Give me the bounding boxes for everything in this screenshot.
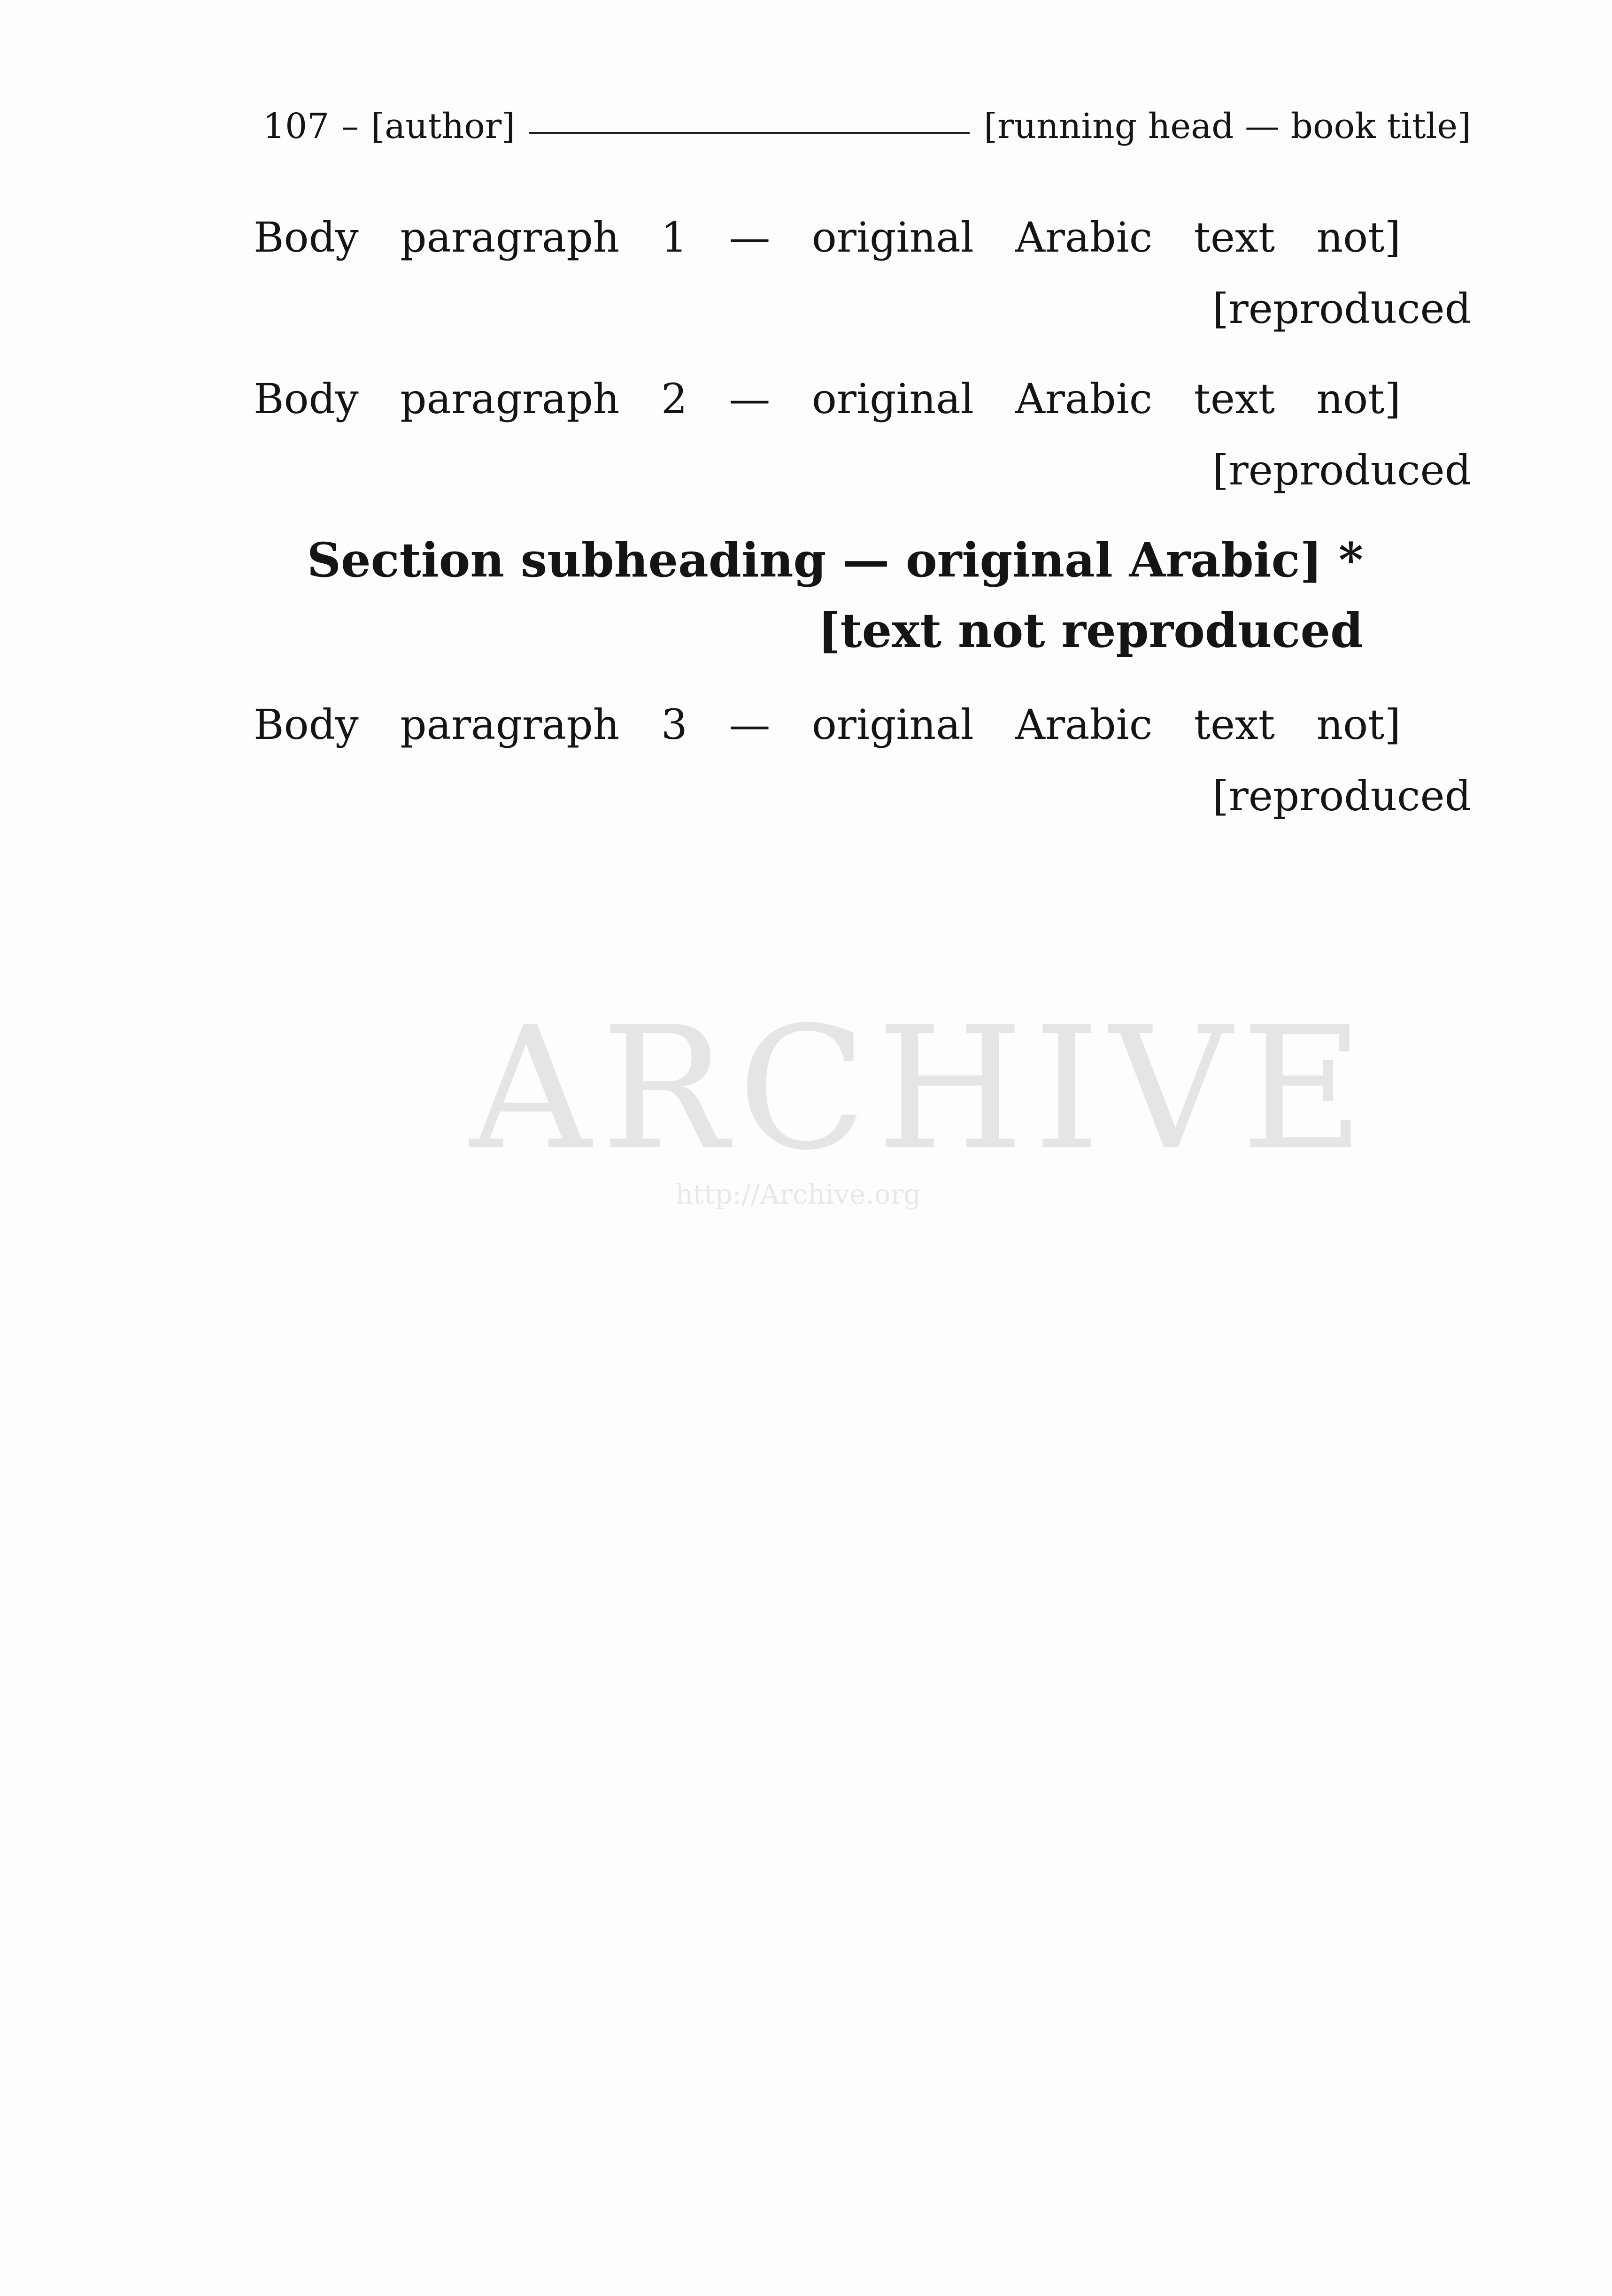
header-rule [529, 132, 970, 134]
book-title: [running head — book title] [984, 106, 1471, 146]
running-header [263, 106, 1471, 146]
header-separator: – [341, 106, 359, 146]
paragraph-3: [Body paragraph 3 — original Arabic text not reproduced] [254, 700, 1471, 820]
section-subheading [254, 525, 1363, 666]
archive-watermark [470, 991, 1374, 1361]
paragraph-2: [Body paragraph 2 — original Arabic text not reproduced] [254, 375, 1471, 494]
watermark-url: http://Archive.org [675, 1178, 921, 1210]
paragraph-1: [Body paragraph 1 — original Arabic text not reproduced] [254, 213, 1471, 333]
page-number: 107 [263, 106, 330, 146]
watermark-text: ARCHIVE [470, 991, 1374, 1187]
author-name: [author] [371, 106, 516, 146]
subheading-marker: * [1338, 532, 1363, 588]
page-body [254, 202, 1471, 851]
subheading-text: [Section subheading — original Arabic text not reproduced] [307, 532, 1363, 658]
